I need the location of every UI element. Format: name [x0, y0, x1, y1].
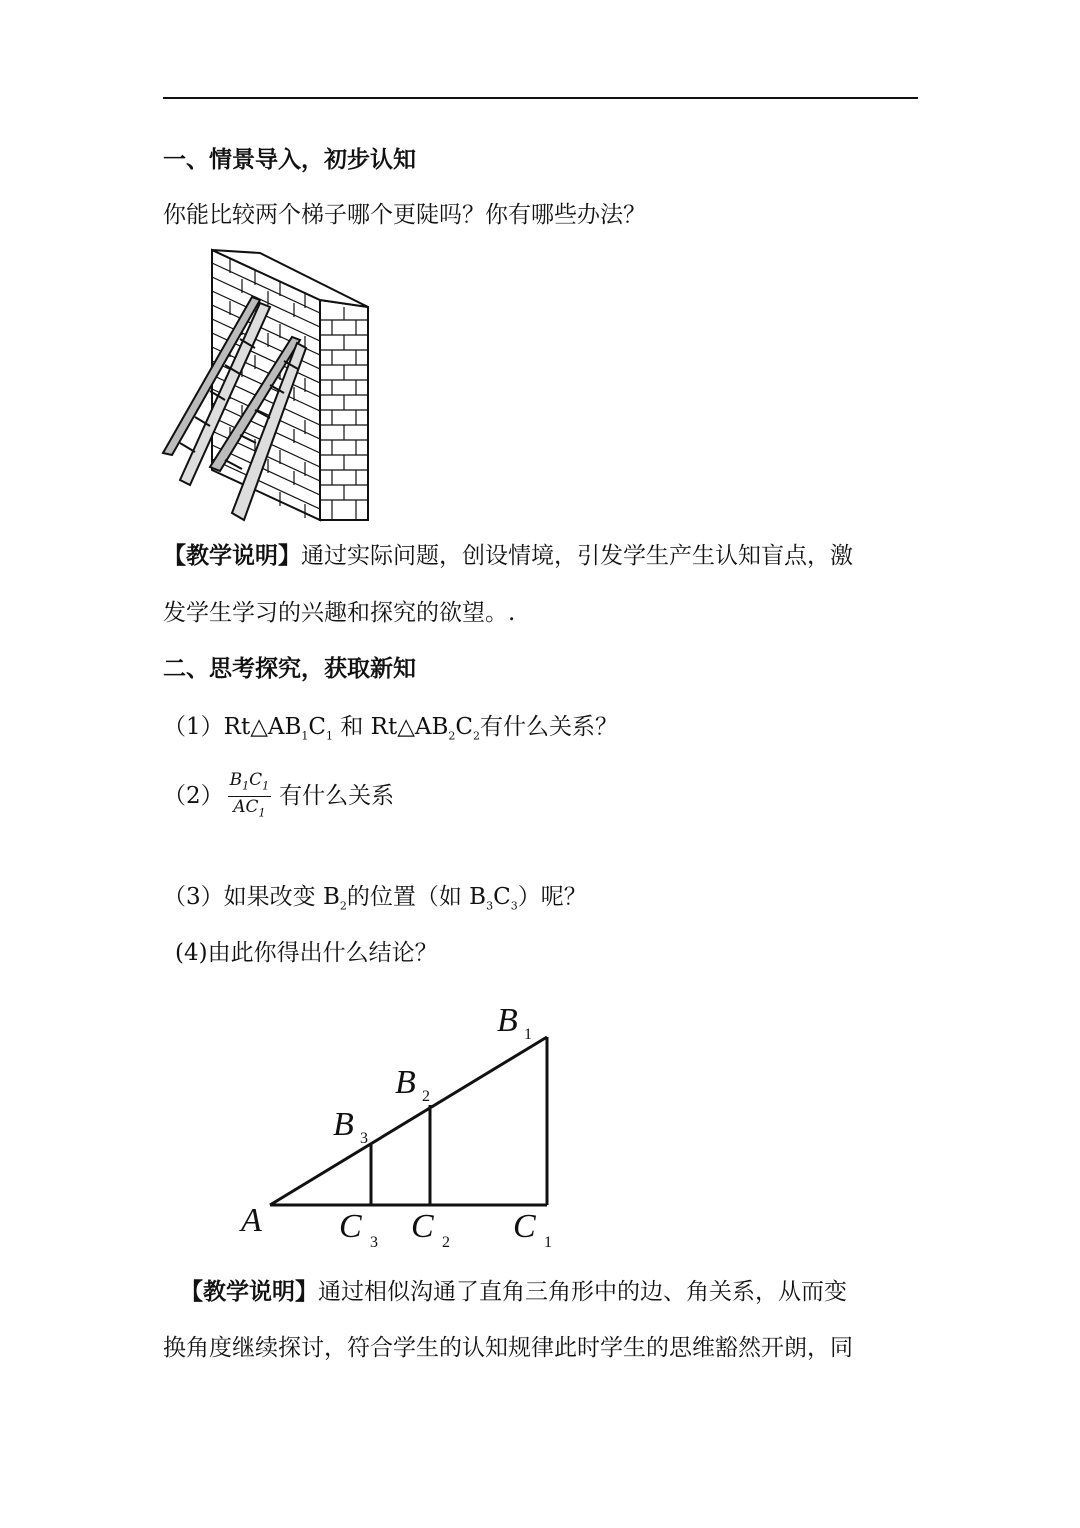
question-2: （2） $\frac{B_1C_1}{AC_1}$ 有什么关系 — [163, 770, 394, 824]
header-rule — [163, 97, 918, 99]
label-A: A — [241, 1202, 262, 1239]
section1-question: 你能比较两个梯子哪个更陡吗？你有哪些办法？ — [163, 202, 646, 228]
svg-text:3: 3 — [360, 1130, 368, 1147]
teaching-note-2-line2: 换角度继续探讨，符合学生的认知规律此时学生的思维豁然开朗，同 — [163, 1335, 853, 1361]
label-B1: B — [497, 1002, 518, 1039]
teaching-note-tag: 【教学说明】 — [180, 1278, 318, 1305]
svg-text:1: 1 — [544, 1234, 552, 1251]
svg-text:2: 2 — [442, 1234, 450, 1251]
wall-ladders-illustration — [160, 245, 372, 523]
teaching-note-tag: 【教学说明】 — [163, 542, 301, 569]
svg-text:2: 2 — [422, 1088, 430, 1105]
svg-text:1: 1 — [524, 1026, 532, 1043]
fraction-b1c1-over-ac1: $\frac{B_1C_1}{AC_1}$ — [229, 770, 270, 820]
question-1: $(1)Rt\triangle AB_1C_1$ 和 $Rt\triangle AB_2C_2$有什么关系？ — [163, 714, 619, 743]
teaching-note-2-line1 — [180, 1276, 847, 1308]
teaching-note-1-line2: 发学生学习的兴趣和探究的欲望。. — [163, 600, 516, 626]
teaching-note-2-text: 通过相似沟通了直角三角形中的边、角关系，从而变 — [318, 1279, 847, 1305]
teaching-note-1-line1 — [163, 540, 853, 572]
label-B3: B — [333, 1106, 354, 1143]
similar-triangles-diagram — [235, 995, 575, 1255]
label-C3: C — [339, 1208, 362, 1245]
svg-text:3: 3 — [370, 1234, 378, 1251]
section2-heading: 二、思考探究，获取新知 — [163, 655, 416, 682]
label-C1: C — [513, 1208, 536, 1245]
label-B2: B — [395, 1064, 416, 1101]
label-C2: C — [411, 1208, 434, 1245]
section1-heading: 一、情景导入，初步认知 — [163, 146, 416, 173]
question-3: （3）如果改变 $B_2$的位置（如 $B_3C_3$）呢？ — [163, 884, 587, 913]
question-4: (4)由此你得出什么结论？ — [175, 940, 438, 966]
teaching-note-1-text: 通过实际问题，创设情境，引发学生产生认知盲点，激 — [301, 543, 853, 569]
